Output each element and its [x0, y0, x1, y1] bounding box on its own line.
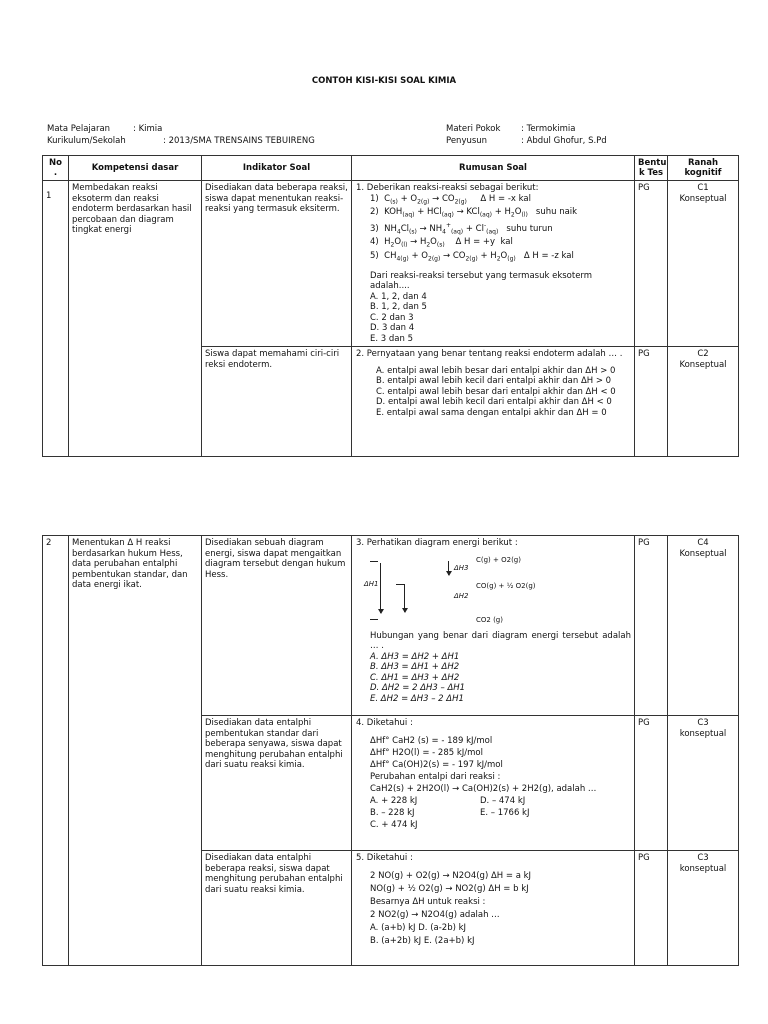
- bentuk-cell: PG: [635, 716, 668, 851]
- kompetensi-cell: Membedakan reaksi eksoterm dan reaksi endoterm berdasarkan hasil percobaan dan diagram tingkat energi: [69, 181, 202, 457]
- kurikulum-label: Kurikulum/Sekolah: [47, 136, 126, 146]
- document-title: CONTOH KISI-KISI SOAL KIMIA: [311, 76, 457, 86]
- option-b: B. – 228 kJ: [370, 807, 415, 818]
- penyusun-label: Penyusun: [446, 136, 488, 146]
- reaction-3: 3) $NH_4Cl_{(s)} \to NH_4^+_{(aq)} + Cl^-_{(aq)}$ suhu turun: [370, 221, 553, 236]
- option-e: E. entalpi awal sama dengan entalpi akhir dan ΔH = 0: [376, 407, 607, 418]
- data-line-1: ΔHf° CaH2 (s) = - 189 kJ/mol: [370, 735, 493, 746]
- indikator-cell: Disediakan sebuah diagram energi, siswa dapat mengaitkan diagram tersebut dengan hukum Hess.: [202, 536, 352, 716]
- indikator-cell: Disediakan data entalphi pembentukan standar dari beberapa senyawa, siswa dapat menghitung perubahan entalphi dari suatu reaksi kimia.: [202, 716, 352, 851]
- option-c: C. entalpi awal lebih besar dari entalpi akhir dan ΔH < 0: [376, 386, 616, 397]
- option-c: C. 2 dan 3: [370, 312, 414, 323]
- question-text: Perubahan entalpi dari reaksi :: [370, 771, 501, 782]
- indikator-cell: Disediakan data entalphi beberapa reaksi, siswa dapat menghitung perubahan entalphi dari suatu reaksi kimia.: [202, 851, 352, 966]
- bentuk-cell: PG: [635, 851, 668, 966]
- table-row: [43, 181, 739, 347]
- ranah-cell: C3 konseptual: [668, 716, 739, 851]
- option-d: D. ΔH2 = 2 ΔH3 – ΔH1: [370, 683, 466, 693]
- dh2-label: ΔH2: [454, 591, 469, 600]
- data-line-1: 2 NO(g) + O2(g) → N2O4(g) ΔH = a kJ: [370, 870, 532, 881]
- penyusun-value: : Abdul Ghofur, S.Pd: [521, 136, 607, 146]
- row-number: 1: [43, 181, 69, 457]
- rumusan-cell: 3. Perhatikan diagram energi berikut : C(g) + O2(g) ΔH3 ΔH1 CO(g) + ½ O2(g) ΔH2 CO2 (g) Hubungan yang benar dari diagram energi tersebut adalah … . A. ΔH3 = ΔH2 + ΔH1 B. ΔH3 = ΔH1 + ΔH2 C. ΔH1 = ΔH3 + ΔH2 D. ΔH2 = 2 ΔH3 – ΔH1 E. ΔH2 = ΔH3 – 2 ΔH1: [352, 536, 635, 716]
- materi-pokok-value: : Termokimia: [521, 124, 576, 134]
- reaction-1: 1) $C_{(s)} + O_{2(g)} \to CO_{2(g)}$ Δ H = -x kal: [370, 193, 531, 206]
- option-c: C. + 474 kJ: [370, 819, 418, 830]
- ranah-cell: C4 Konseptual: [668, 536, 739, 716]
- ranah-cell: C3 konseptual: [668, 851, 739, 966]
- top-level-label: C(g) + O2(g): [476, 555, 521, 564]
- data-line-2: NO(g) + ½ O2(g) → NO2(g) ΔH = b kJ: [370, 883, 529, 894]
- rumusan-cell: 1. Deberikan reaksi-reaksi sebagai berikut: 1) $C_{(s)} + O_{2(g)} \to CO_{2(g)}$ Δ H = -x kal 2) $KOH_{(aq)} + HCl_{(aq)} \to KCl_{(aq)} + H_2O_{(l)}$ suhu naik 3) $NH_4Cl_{(s)} \to NH_4^+_{(aq)} + Cl^-_{(aq)}$ suhu turun 4) $H_2O_{(l)} \to H_2O_{(s)}$ Δ H = +y kal 5) $CH_{4(g)} + O_{2(g)} \to CO_{2(g)} + H_2O_{(g)}$ Δ H = -z kal Dari reaksi-reaksi tersebut yang termasuk eksoterm adalah.... A. 1, 2, dan 4 B. 1, 2, dan 5 C. 2 dan 3 D. 3 dan 4 E. 3 dan 5: [352, 181, 635, 347]
- data-line-3: ΔHf° Ca(OH)2(s) = - 197 kJ/mol: [370, 759, 503, 770]
- mid-level-line: [396, 584, 404, 585]
- options-line-2: B. (a+2b) kJ E. (2a+b) kJ: [370, 935, 475, 946]
- options-line-1: A. (a+b) kJ D. (a-2b) kJ: [370, 922, 467, 933]
- option-a: A. + 228 kJ: [370, 795, 418, 806]
- row-number: 2: [43, 536, 69, 966]
- dh3-label: ΔH3: [454, 563, 469, 572]
- kisi-kisi-table-part-2: [42, 535, 739, 966]
- reaction-5: 5) $CH_{4(g)} + O_{2(g)} \to CO_{2(g)} + H_2O_{(g)}$ Δ H = -z kal: [370, 251, 574, 263]
- rumusan-cell: 4. Diketahui : ΔHf° CaH2 (s) = - 189 kJ/mol ΔHf° H2O(l) = - 285 kJ/mol ΔHf° Ca(OH)2(s) = - 197 kJ/mol Perubahan entalpi dari reaksi : CaH2(s) + 2H2O(l) → Ca(OH)2(s) + 2H2(g), adalah … A. + 228 kJ B. – 228 kJ C. + 474 kJ D. – 474 kJ E. – 1766 kJ: [352, 716, 635, 851]
- bottom-level-line: [370, 619, 378, 620]
- data-line-2: ΔHf° H2O(l) = - 285 kJ/mol: [370, 747, 483, 758]
- option-e: E. – 1766 kJ: [480, 807, 530, 818]
- bentuk-cell: PG: [635, 347, 668, 457]
- kompetensi-cell: Menentukan Δ H reaksi berdasarkan hukum Hess, data perubahan entalphi pembentukan standar, dan data energi ikat.: [69, 536, 202, 966]
- table-row: [43, 536, 739, 716]
- header-bentuk: Bentu k Tes: [635, 156, 668, 181]
- option-a: A. entalpi awal lebih besar dari entalpi akhir dan ΔH > 0: [376, 365, 616, 376]
- indikator-cell: Siswa dapat memahami ciri-ciri reksi endoterm.: [202, 347, 352, 457]
- meta-left: [47, 123, 315, 147]
- header-rumusan: Rumusan Soal: [352, 156, 635, 181]
- option-b: B. ΔH3 = ΔH1 + ΔH2: [370, 662, 460, 672]
- ranah-cell: C2 Konseptual: [668, 347, 739, 457]
- top-level-line: [370, 561, 378, 562]
- energy-diagram: [366, 553, 631, 629]
- header-no: No .: [43, 156, 69, 181]
- option-e: E. ΔH2 = ΔH3 – 2 ΔH1: [370, 693, 464, 704]
- option-c: C. ΔH1 = ΔH3 + ΔH2: [370, 672, 460, 683]
- indikator-cell: Disediakan data beberapa reaksi, siswa dapat menentukan reaksi-reaksi yang termasuk eksiterm.: [202, 181, 352, 347]
- bentuk-cell: PG: [635, 181, 668, 347]
- dh1-label: ΔH1: [364, 579, 379, 588]
- bentuk-cell: PG: [635, 536, 668, 716]
- ranah-cell: C1 Konseptual: [668, 181, 739, 347]
- reaction-text: CaH2(s) + 2H2O(l) → Ca(OH)2(s) + 2H2(g), adalah …: [370, 783, 597, 794]
- kurikulum-value: : 2013/SMA TRENSAINS TEBUIRENG: [163, 136, 315, 146]
- mata-pelajaran-value: : Kimia: [133, 124, 163, 134]
- table-header-row: [43, 156, 739, 181]
- dh2-arrow: [404, 584, 405, 612]
- option-d: D. – 474 kJ: [480, 795, 526, 806]
- rumusan-cell: 2. Pernyataan yang benar tentang reaksi endoterm adalah … . A. entalpi awal lebih besar dari entalpi akhir dan ΔH > 0 B. entalpi awal lebih kecil dari entalpi akhir dan ΔH > 0 C. entalpi awal lebih besar dari entalpi akhir dan ΔH < 0 D. entalpi awal lebih kecil dari entalpi akhir dan ΔH < 0 E. entalpi awal sama dengan entalpi akhir dan ΔH = 0: [352, 347, 635, 457]
- rumusan-cell: 5. Diketahui : 2 NO(g) + O2(g) → N2O4(g) ΔH = a kJ NO(g) + ½ O2(g) → NO2(g) ΔH = b kJ Besarnya ΔH untuk reaksi : 2 NO2(g) → N2O4(g) adalah … A. (a+b) kJ D. (a-2b) kJ B. (a+2b) kJ E. (2a+b) kJ: [352, 851, 635, 966]
- reaction-text: 2 NO2(g) → N2O4(g) adalah …: [370, 909, 500, 920]
- meta-right: [446, 123, 607, 147]
- dh1-arrow: [380, 563, 381, 613]
- option-e: E. 3 dan 5: [370, 333, 413, 344]
- option-a: A. ΔH3 = ΔH2 + ΔH1: [370, 651, 460, 662]
- options-grid: [370, 795, 631, 831]
- option-b: B. entalpi awal lebih kecil dari entalpi akhir dan ΔH > 0: [376, 376, 612, 387]
- option-d: D. 3 dan 4: [370, 323, 415, 334]
- mid-level-label: CO(g) + ½ O2(g): [476, 581, 536, 590]
- materi-pokok-label: Materi Pokok: [446, 124, 501, 134]
- mata-pelajaran-label: Mata Pelajaran: [47, 124, 111, 134]
- kisi-kisi-table-part-1: [42, 155, 739, 457]
- question-text: Besarnya ΔH untuk reaksi :: [370, 896, 486, 907]
- bottom-level-label: CO2 (g): [476, 615, 503, 624]
- header-ranah: Ranah kognitif: [668, 156, 739, 181]
- reaction-2: 2) $KOH_{(aq)} + HCl_{(aq)} \to KCl_{(aq)} + H_2O_{(l)}$ suhu naik: [370, 207, 578, 219]
- reaction-4: 4) $H_2O_{(l)} \to H_2O_{(s)}$ Δ H = +y kal: [370, 237, 513, 250]
- option-d: D. entalpi awal lebih kecil dari entalpi akhir dan ΔH < 0: [376, 397, 612, 408]
- dh3-arrow: [448, 561, 449, 575]
- option-b: B. 1, 2, dan 5: [370, 302, 427, 313]
- header-indikator: Indikator Soal: [202, 156, 352, 181]
- header-kompetensi: Kompetensi dasar: [69, 156, 202, 181]
- option-a: A. 1, 2, dan 4: [370, 291, 427, 302]
